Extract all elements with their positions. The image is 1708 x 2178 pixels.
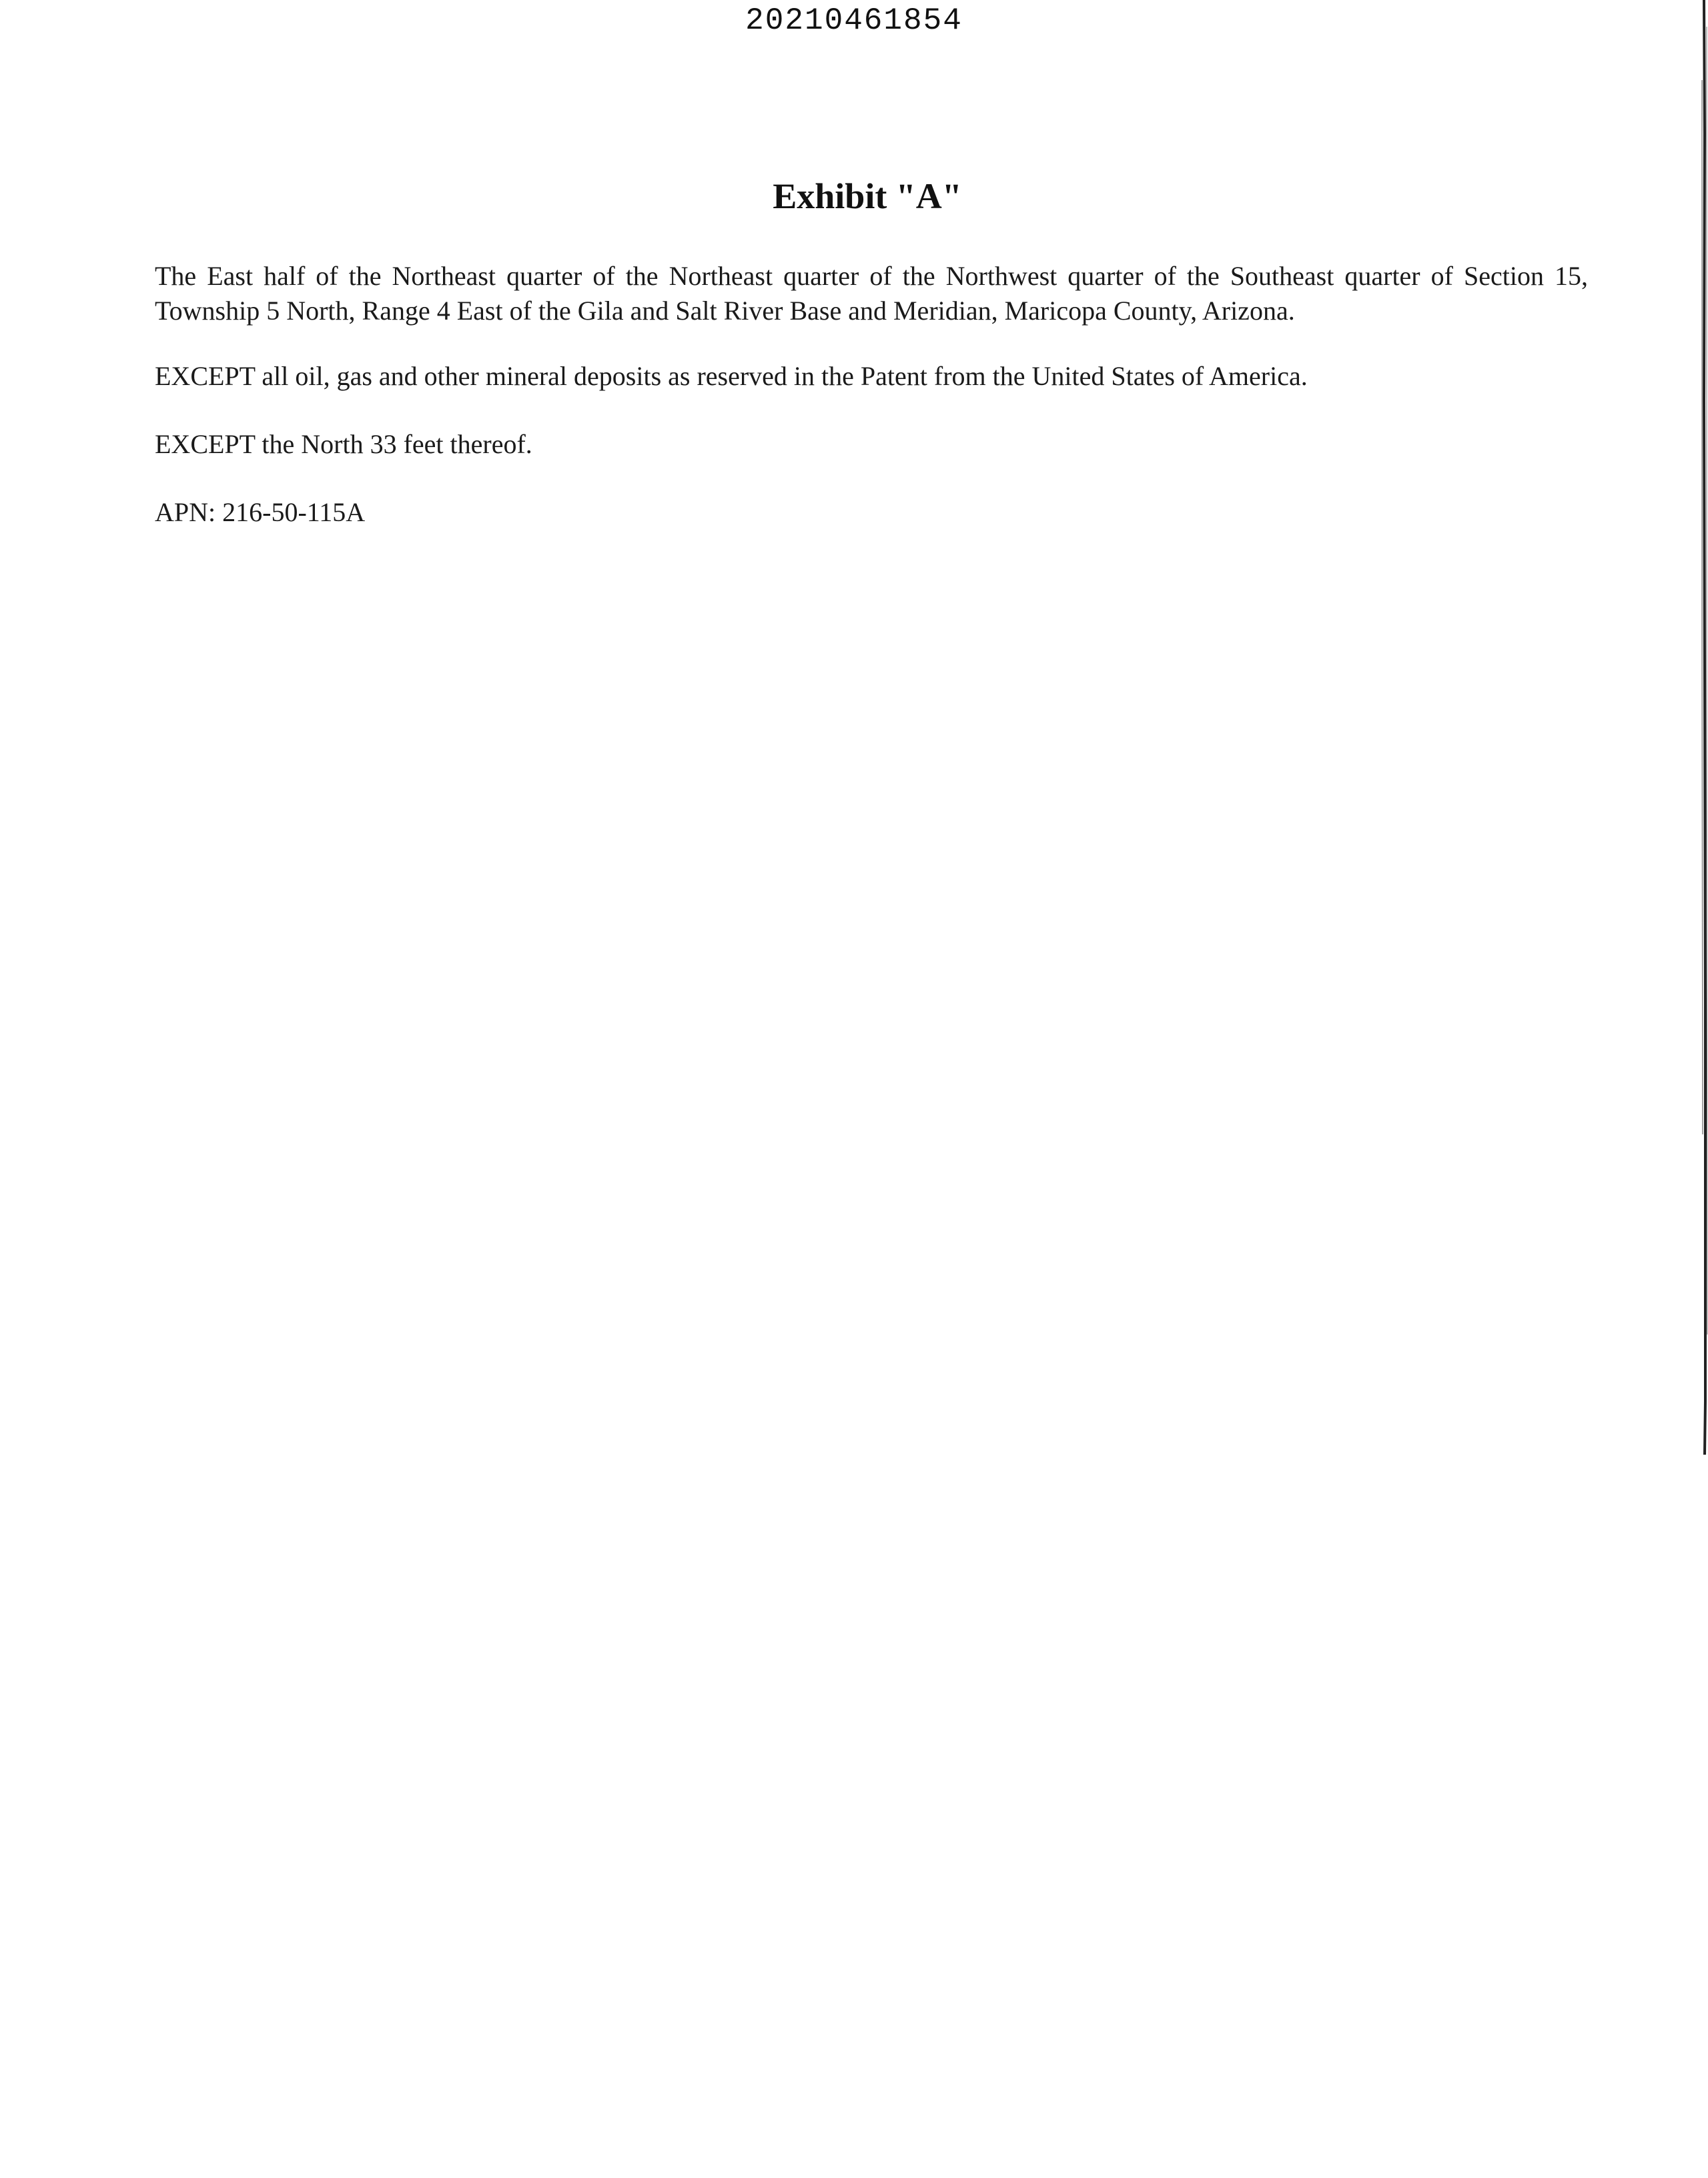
north-exception-paragraph: EXCEPT the North 33 feet thereof. — [155, 429, 532, 459]
scan-edge-shadow — [1697, 0, 1708, 1455]
exhibit-title: Exhibit "A" — [773, 176, 962, 216]
mineral-exception-paragraph: EXCEPT all oil, gas and other mineral deposits as reserved in the Patent from the United States of America. — [155, 361, 1308, 391]
apn-line: APN: 216-50-115A — [155, 497, 366, 527]
recording-number: 20210461854 — [745, 3, 963, 38]
legal-description-paragraph: The East half of the Northeast quarter of the Northeast quarter of the Northwest quarter of the Southeast quarter of Section 15, Township 5 North, Range 4 East of the Gila and Salt River Base and Meridian, Maricopa County, Arizona. — [155, 261, 1588, 326]
